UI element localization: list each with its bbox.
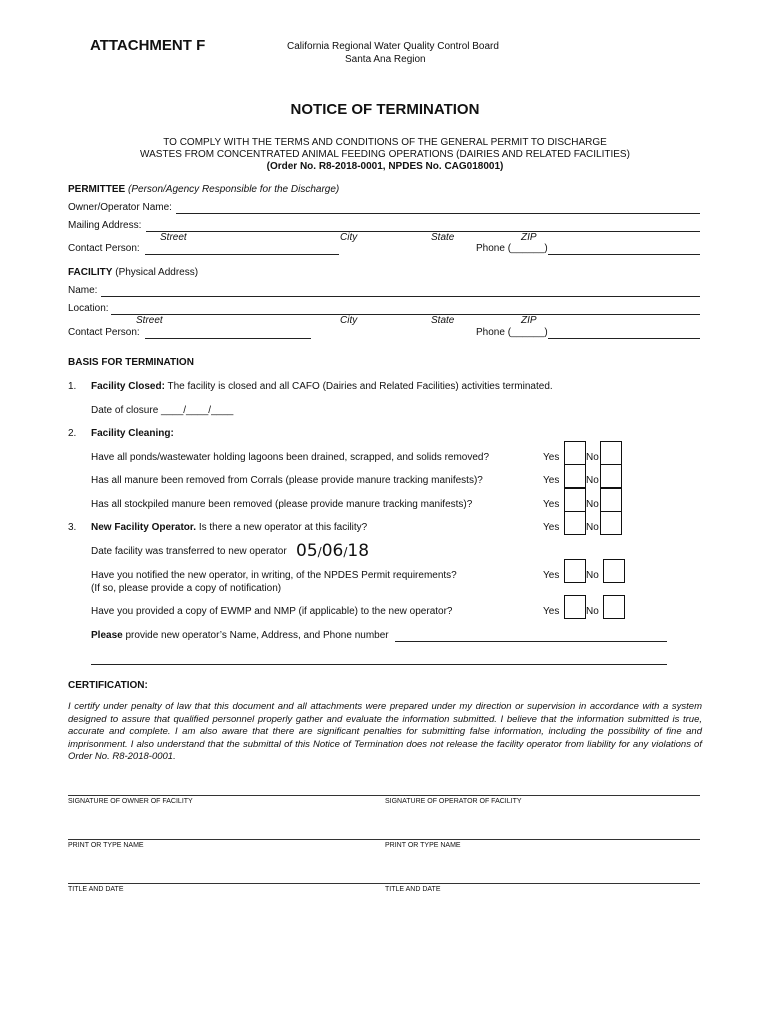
yes-checkbox[interactable]	[564, 511, 586, 535]
mailing-address-label: Mailing Address:	[68, 220, 142, 231]
basis-heading: BASIS FOR TERMINATION	[68, 357, 194, 368]
contact-person-field[interactable]	[145, 254, 339, 255]
no-checkbox[interactable]	[600, 511, 622, 535]
facility-city-caption: City	[340, 315, 358, 326]
intro-line-2: WASTES FROM CONCENTRATED ANIMAL FEEDING OPERATIONS (DAIRIES AND RELATED FACILITIES)	[140, 149, 630, 160]
facility-street-caption: Street	[136, 315, 163, 326]
owner-operator-label: Owner/Operator Name:	[68, 202, 172, 213]
no-checkbox[interactable]	[600, 488, 622, 512]
no-label: No	[586, 452, 599, 463]
no-checkbox[interactable]	[603, 595, 625, 619]
no-checkbox[interactable]	[603, 559, 625, 583]
no-label: No	[586, 475, 599, 486]
yes-checkbox[interactable]	[564, 441, 586, 465]
no-label: No	[586, 606, 599, 617]
yes-label: Yes	[543, 499, 560, 510]
phone-label: Phone (______)	[476, 243, 548, 254]
transfer-date-value[interactable]: 05/06/18	[296, 541, 370, 561]
transfer-date-label: Date facility was transferred to new operator	[91, 546, 287, 557]
yes-checkbox[interactable]	[564, 464, 586, 488]
yes-checkbox[interactable]	[564, 559, 586, 583]
item-3-number: 3.	[68, 522, 77, 533]
print-name-line[interactable]	[68, 839, 700, 840]
new-operator-info-field-line-2[interactable]	[91, 664, 667, 665]
mailing-address-field[interactable]	[146, 231, 700, 232]
item-3-text: New Facility Operator. Is there a new operator at this facility?	[91, 522, 368, 533]
question-notified-operator: Have you notified the new operator, in writing, of the NPDES Permit requirements?	[91, 570, 457, 581]
facility-contact-label: Contact Person:	[68, 327, 140, 338]
facility-phone-label: Phone (______)	[476, 327, 548, 338]
certification-text: I certify under penalty of law that this document and all attachments were prepared under my direction or supervision in accordance with a system designed to assure that qualified personnel properly gather and evaluate the information submitted. I believe that the information submitted is true, accurate and complete. I am also aware that there are significant penalties for submitting false information, including the possibility of fine and imprisonment. I also understand that the submittal of this Notice of Termination does not release the facility operator from liability for any violations of Order No. R8-2018-0001.	[68, 701, 702, 763]
title-date-line[interactable]	[68, 883, 700, 884]
question-notified-operator-note: (If so, please provide a copy of notification)	[91, 583, 282, 594]
question-corrals-manure: Has all manure been removed from Corrals (please provide manure tracking manifests)?	[91, 475, 483, 486]
street-caption: Street	[160, 232, 187, 243]
permittee-heading: PERMITTEE (Person/Agency Responsible for the Discharge)	[68, 184, 340, 195]
yes-checkbox[interactable]	[564, 488, 586, 512]
no-checkbox[interactable]	[600, 441, 622, 465]
yes-label: Yes	[543, 475, 560, 486]
question-stockpiled-manure: Has all stockpiled manure been removed (please provide manure tracking manifests)?	[91, 499, 473, 510]
question-ewmp-copy: Have you provided a copy of EWMP and NMP (if applicable) to the new operator?	[91, 606, 453, 617]
yes-label: Yes	[543, 452, 560, 463]
item-1-number: 1.	[68, 381, 77, 392]
intro-line-1: TO COMPLY WITH THE TERMS AND CONDITIONS OF THE GENERAL PERMIT TO DISCHARGE	[163, 137, 607, 148]
new-operator-info-label: Please provide new operator’s Name, Address, and Phone number	[91, 630, 389, 641]
yes-checkbox[interactable]	[564, 595, 586, 619]
page-title: NOTICE OF TERMINATION	[290, 101, 480, 118]
location-field[interactable]	[111, 314, 700, 315]
operator-print-name-label: PRINT OR TYPE NAME	[385, 842, 461, 849]
yes-label: Yes	[543, 606, 560, 617]
facility-contact-field[interactable]	[145, 338, 311, 339]
no-label: No	[586, 522, 599, 533]
contact-person-label: Contact Person:	[68, 243, 140, 254]
operator-signature-label: SIGNATURE OF OPERATOR OF FACILITY	[385, 798, 522, 805]
owner-operator-field[interactable]	[176, 213, 700, 214]
phone-field[interactable]	[548, 254, 700, 255]
city-caption: City	[340, 232, 358, 243]
owner-signature-label: SIGNATURE OF OWNER OF FACILITY	[68, 798, 193, 805]
no-label: No	[586, 570, 599, 581]
facility-name-field[interactable]	[101, 296, 700, 297]
attachment-label: ATTACHMENT F	[90, 37, 206, 54]
yes-label: Yes	[543, 522, 560, 533]
yes-label: Yes	[543, 570, 560, 581]
board-name: California Regional Water Quality Control Board	[287, 41, 499, 52]
question-ponds-drained: Have all ponds/wastewater holding lagoons been drained, scrapped, and solids removed?	[91, 452, 490, 463]
certification-heading: CERTIFICATION:	[68, 680, 148, 691]
date-of-closure-field[interactable]: Date of closure ____/____/____	[91, 405, 234, 416]
item-2-number: 2.	[68, 428, 77, 439]
item-2-title: Facility Cleaning:	[91, 428, 174, 439]
facility-phone-field[interactable]	[548, 338, 700, 339]
owner-print-name-label: PRINT OR TYPE NAME	[68, 842, 144, 849]
new-operator-info-field[interactable]	[395, 641, 667, 642]
facility-name-label: Name:	[68, 285, 98, 296]
location-label: Location:	[68, 303, 109, 314]
owner-title-date-label: TITLE AND DATE	[68, 886, 124, 893]
no-checkbox[interactable]	[600, 464, 622, 488]
facility-heading: FACILITY (Physical Address)	[68, 267, 199, 278]
signature-line[interactable]	[68, 795, 700, 796]
facility-state-caption: State	[431, 315, 455, 326]
region-name: Santa Ana Region	[345, 54, 426, 65]
intro-line-3: (Order No. R8-2018-0001, NPDES No. CAG018001)	[266, 161, 504, 172]
zip-caption: ZIP	[521, 232, 537, 243]
no-label: No	[586, 499, 599, 510]
state-caption: State	[431, 232, 455, 243]
facility-zip-caption: ZIP	[521, 315, 537, 326]
operator-title-date-label: TITLE AND DATE	[385, 886, 441, 893]
item-1-text: Facility Closed: The facility is closed and all CAFO (Dairies and Related Facilities) activities terminated.	[91, 381, 553, 392]
